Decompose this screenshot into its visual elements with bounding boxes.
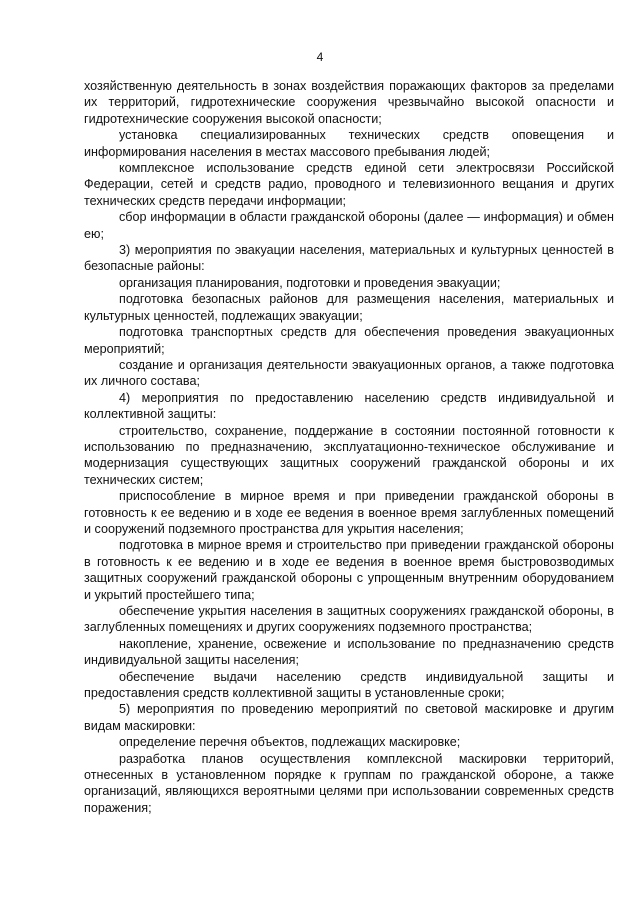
paragraph: накопление, хранение, освежение и использование по предназначению средств индивидуальной защиты населения;	[84, 636, 614, 668]
paragraph: подготовка безопасных районов для размещения населения, материальных и культурных ценностей, подлежащих эвакуации;	[84, 292, 614, 323]
paragraph: приспособление в мирное время и при приведении гражданской обороны в готовность к ее ведению и в ходе ее ведения в военное время заглубленных помещений и сооружений подземного пространства для укрытия населения;	[84, 489, 614, 536]
paragraph: установка специализированных технических средств оповещения и информирования населения в местах массового пребывания людей;	[84, 128, 614, 159]
paragraph: определение перечня объектов, подлежащих маскировке;	[119, 735, 461, 750]
paragraph: комплексное использование средств единой сети электросвязи Российской Федерации, сетей и средств радио, проводного и телевизионного вещания и других технических средств передачи информации;	[84, 161, 614, 208]
paragraph: хозяйственную деятельность в зонах воздействия поражающих факторов за пределами их территорий, гидротехнические сооружения чрезвычайно высокой опасности и гидротехнические сооружения высокой опасности;	[84, 79, 614, 126]
paragraph: сбор информации в области гражданской обороны (далее — информация) и обмен ею;	[84, 210, 614, 241]
paragraph: организация планирования, подготовки и проведения эвакуации;	[119, 275, 501, 290]
paragraph: строительство, сохранение, поддержание в состоянии постоянной готовности к использованию по предназначению, эксплуатационно-техническое обслуживание и модернизация существующих защитных сооружений гражданской обороны и их технических систем;	[84, 423, 614, 487]
paragraph: обеспечение выдачи населению средств индивидуальной защиты и предоставления средств коллективной защиты в установленные сроки;	[84, 669, 614, 701]
paragraph: 5) мероприятия по проведению мероприятий по световой маскировке и другим видам маскировки:	[84, 702, 614, 733]
paragraph: подготовка транспортных средств для обеспечения проведения эвакуационных мероприятий;	[84, 325, 614, 356]
paragraph: обеспечение укрытия населения в защитных сооружениях гражданской обороны, в заглубленных помещениях и других сооружениях подземного пространства;	[84, 604, 614, 635]
paragraph: разработка планов осуществления комплексной маскировки территорий, отнесенных в установленном порядке к группам по гражданской обороне, а также организаций, являющихся вероятными целями при использовании современных средств поражения;	[84, 751, 614, 815]
document-body	[84, 78, 614, 816]
paragraph: 3) мероприятия по эвакуации населения, материальных и культурных ценностей в безопасные районы:	[84, 243, 614, 274]
page-number: 4	[316, 50, 324, 64]
paragraph: подготовка в мирное время и строительство при приведении гражданской обороны в готовность к ее ведению и в ходе ее ведения в военное время быстровозводимых защитных сооружений гражданской обороны с упрощенным внутренним оборудованием и укрытий простейшего типа;	[84, 538, 614, 602]
paragraph: 4) мероприятия по предоставлению населению средств индивидуальной и коллективной защиты:	[84, 390, 614, 422]
paragraph: создание и организация деятельности эвакуационных органов, а также подготовка их личного состава;	[84, 357, 614, 389]
